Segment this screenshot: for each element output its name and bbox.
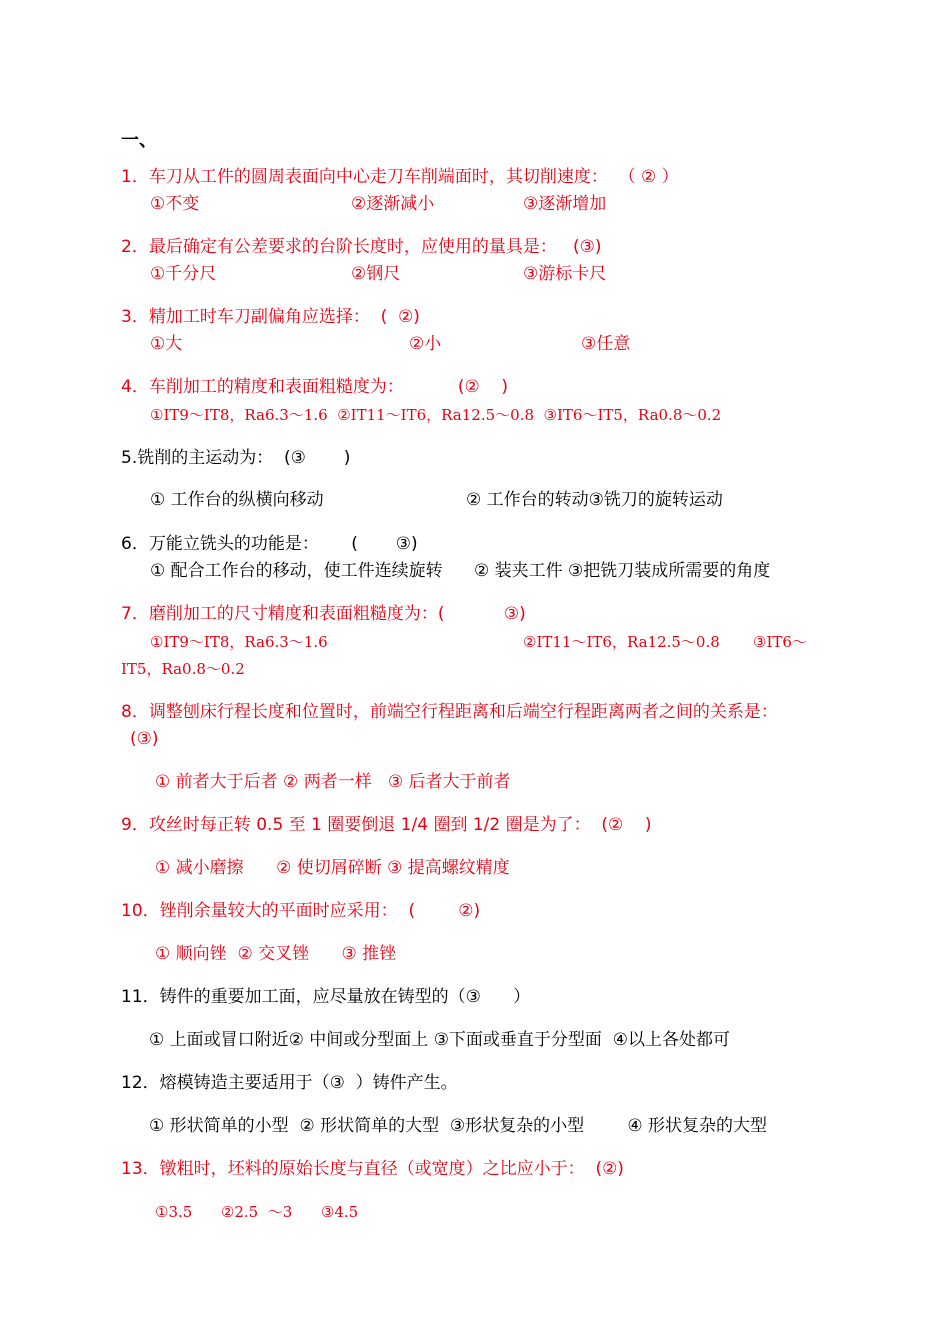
option: ① 减小磨擦 ② 使切屑碎断 ③ 提高螺纹精度 — [155, 858, 510, 878]
question-answer: (③) — [130, 729, 159, 749]
option: ②钢尺 — [351, 264, 401, 284]
question-stem: 7．磨削加工的尺寸精度和表面粗糙度为：( ③) — [121, 604, 526, 624]
option: ③任意 — [581, 334, 631, 354]
option: ①千分尺 — [150, 264, 217, 284]
question-stem: 2．最后确定有公差要求的台阶长度时，应使用的量具是： (③) — [121, 237, 602, 257]
option: ①IT9～IT8，Ra6.3～1.6 — [150, 633, 328, 651]
option: ① 上面或冒口附近② 中间或分型面上 ③下面或垂直于分型面 ④以上各处都可 — [149, 1030, 730, 1050]
question-stem: 13．镦粗时，坯料的原始长度与直径（或宽度）之比应小于： (②) — [121, 1159, 624, 1179]
option-continued: IT5，Ra0.8～0.2 — [121, 660, 245, 678]
option: ①3.5 ②2.5 ～3 ③4.5 — [155, 1203, 359, 1221]
option: ③IT6～ — [753, 633, 807, 651]
option: ②小 — [409, 334, 442, 354]
option: ① 形状简单的小型 ② 形状简单的大型 ③形状复杂的小型 ④ 形状复杂的大型 — [149, 1116, 768, 1136]
option: ②逐渐减小 — [351, 194, 435, 214]
option: ②IT11～IT6，Ra12.5～0.8 — [523, 633, 720, 651]
question-stem: 5.铣削的主运动为： (③ ) — [121, 448, 351, 468]
option: ① 配合工作台的移动，使工件连续旋转 — [150, 561, 443, 581]
question-stem: 11．铸件的重要加工面，应尽量放在铸型的（③ ） — [121, 987, 531, 1007]
section-heading: 一、 — [121, 130, 157, 151]
question-stem: 1．车刀从工件的圆周表面向中心走刀车削端面时，其切削速度： （ ② ） — [121, 167, 679, 187]
option: ① 顺向锉 ② 交叉锉 ③ 推锉 — [155, 944, 397, 964]
option: ① 工作台的纵横向移动 — [150, 490, 324, 510]
question-stem: 8．调整刨床行程长度和位置时，前端空行程距离和后端空行程距离两者之间的关系是： — [121, 702, 778, 722]
option: ② 装夹工件 ③把铣刀装成所需要的角度 — [474, 561, 771, 581]
question-stem: 9．攻丝时每正转 0.5 至 1 圈要倒退 1/4 圈到 1/2 圈是为了： (② ) — [121, 815, 652, 835]
option: ①不变 — [150, 194, 200, 214]
option: ③游标卡尺 — [523, 264, 607, 284]
question-stem: 12．熔模铸造主要适用于（③ ）铸件产生。 — [121, 1073, 458, 1093]
question-stem: 4．车削加工的精度和表面粗糙度为： (② ) — [121, 377, 508, 397]
option: ① 前者大于后者 ② 两者一样 ③ 后者大于前者 — [155, 772, 511, 792]
question-stem: 10．锉削余量较大的平面时应采用： ( ②) — [121, 901, 481, 921]
question-stem: 6．万能立铣头的功能是： ( ③) — [121, 534, 418, 554]
option: ③逐渐增加 — [523, 194, 607, 214]
question-stem: 3．精加工时车刀副偏角应选择： ( ②) — [121, 307, 420, 327]
option: ①大 — [150, 334, 183, 354]
option: ①IT9～IT8，Ra6.3～1.6 ②IT11～IT6，Ra12.5～0.8 ③IT6～IT5，Ra0.8～0.2 — [150, 406, 722, 424]
option: ② 工作台的转动③铣刀的旋转运动 — [466, 490, 723, 510]
